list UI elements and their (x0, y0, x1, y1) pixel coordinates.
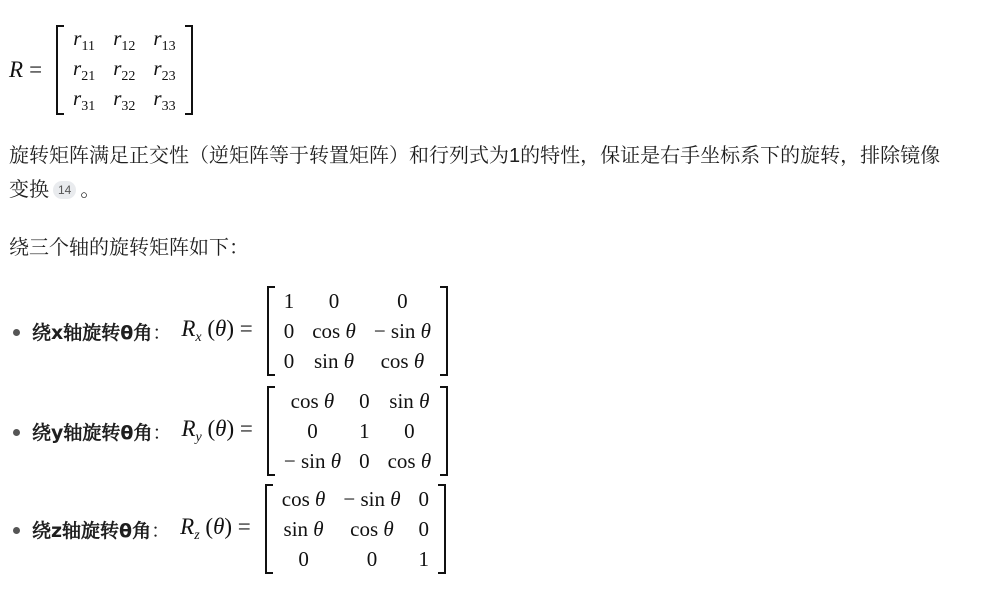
matrix-entry: 0 (283, 348, 295, 373)
rotation-item-y (32, 386, 448, 476)
matrix-entry: 0 (359, 448, 370, 473)
matrix-entry: cos θ (312, 318, 356, 343)
rotation-matrix-y (267, 386, 448, 476)
rotation-label: 绕y轴旋转θ角 (32, 421, 153, 444)
matrix-entry: $r_{31}$ (73, 85, 96, 114)
matrix-entry: − sin θ (283, 448, 342, 473)
matrix-entry: 1 (359, 418, 370, 443)
matrix-entry: 0 (298, 546, 309, 571)
rotation-matrix-z (265, 484, 446, 574)
matrix-entry: 0 (283, 318, 295, 343)
matrix-entry: $r_{11}$ (73, 25, 95, 54)
matrix-entry: sin θ (389, 388, 430, 413)
list-bullet (13, 527, 20, 534)
citation-badge[interactable]: 14 (53, 181, 76, 199)
matrix-entry: cos θ (281, 486, 326, 511)
matrix-entry: $r_{32}$ (113, 85, 136, 114)
list-bullet (13, 429, 20, 436)
matrix-entry: $r_{33}$ (153, 85, 176, 114)
colon: ： (151, 520, 171, 542)
matrix-entry: $r_{21}$ (73, 55, 96, 84)
rotation-matrix-definition (9, 25, 193, 115)
matrix-entry: $r_{22}$ (113, 55, 136, 84)
rotation-item-z (32, 484, 446, 574)
colon: ： (152, 422, 172, 444)
matrix-entry: 0 (397, 288, 408, 313)
matrix-entry: $r_{23}$ (153, 55, 176, 84)
matrix-entry: 1 (418, 546, 430, 571)
matrix-entry: 1 (283, 288, 295, 313)
rotation-function: $R_y$ (θ) = (181, 416, 253, 445)
matrix-entry: 0 (418, 516, 430, 541)
paragraph-orthogonality: 旋转矩阵满足正交性（逆矩阵等于转置矩阵）和行列式为1的特性，保证是右手坐标系下的旋转，排除镜像 变换 14 。 (9, 145, 941, 201)
matrix-entry: cos θ (290, 388, 335, 413)
matrix-entry: 0 (366, 546, 378, 571)
matrix-entry: sin θ (313, 348, 355, 373)
matrix-entry: cos θ (380, 348, 425, 373)
list-bullet (13, 329, 20, 336)
matrix-entry: 0 (359, 388, 370, 413)
matrix-entry: cos θ (387, 448, 432, 473)
matrix-entry: cos θ (350, 516, 394, 541)
matrix-entry: 0 (404, 418, 415, 443)
matrix-entry: sin θ (283, 516, 324, 541)
colon: ： (152, 322, 172, 344)
rotation-matrix-x (267, 286, 448, 376)
matrix-entry: 0 (418, 486, 430, 511)
rotation-label: 绕z轴旋转θ角 (32, 519, 152, 542)
rotation-function: $R_z$ (θ) = (180, 514, 251, 543)
matrix-symbol: R (9, 57, 24, 82)
matrix-entry: $r_{12}$ (113, 25, 136, 54)
matrix-entry: 0 (328, 288, 340, 313)
rotation-label: 绕x轴旋转θ角 (32, 321, 153, 344)
equals-sign: = (29, 57, 43, 82)
matrix-r (56, 25, 193, 115)
rotation-item-x (32, 286, 448, 376)
matrix-entry: − sin θ (343, 486, 401, 511)
paragraph-axes-intro: 绕三个轴的旋转矩阵如下： (9, 237, 249, 259)
matrix-entry: $r_{13}$ (153, 25, 176, 54)
rotation-function: $R_x$ (θ) = (181, 316, 253, 345)
matrix-entry: − sin θ (373, 318, 431, 343)
matrix-entry: 0 (307, 418, 318, 443)
